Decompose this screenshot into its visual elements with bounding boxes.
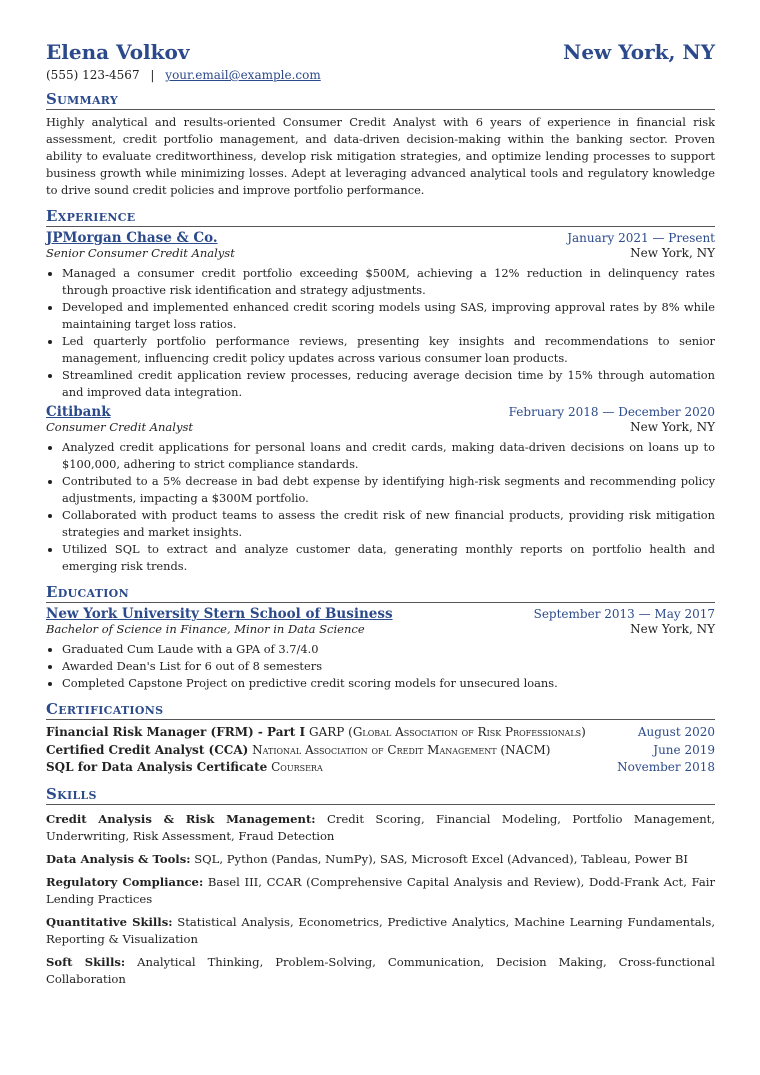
education-entry bbox=[46, 606, 715, 692]
certification-row bbox=[46, 759, 715, 777]
skill-text: Statistical Analysis, Econometrics, Predictive Analytics, Machine Learning Fundamentals, Reporting & Visualization bbox=[46, 914, 716, 946]
resume-page bbox=[46, 40, 715, 988]
list-item: • Led quarterly portfolio performance reviews, presenting key insights and recommendations to senior management, influencing credit policy updates across various consumer loan products. bbox=[62, 333, 715, 367]
skill-line bbox=[46, 851, 715, 868]
skill-line bbox=[46, 914, 715, 948]
certification-issuer: Coursera bbox=[271, 760, 323, 774]
list-item: • Contributed to a 5% decrease in bad debt expense by identifying high-risk segments and recommending policy adjustments, impacting a $300M portfolio. bbox=[62, 473, 715, 507]
certification-date: August 2020 bbox=[637, 725, 715, 739]
job-location: New York, NY bbox=[630, 246, 715, 260]
resume-header bbox=[46, 40, 715, 64]
school-location: New York, NY bbox=[630, 622, 715, 636]
section-title-experience: Experience bbox=[46, 207, 715, 227]
school-name[interactable]: New York University Stern School of Business bbox=[46, 606, 393, 622]
experience-entry bbox=[46, 404, 715, 575]
education-dates: September 2013 — May 2017 bbox=[533, 607, 715, 621]
company-name[interactable]: JPMorgan Chase & Co. bbox=[46, 230, 218, 246]
candidate-location: New York, NY bbox=[563, 40, 715, 64]
certification-name: Certified Credit Analyst (CCA) bbox=[46, 742, 249, 757]
certification-date: June 2019 bbox=[653, 742, 715, 757]
summary-text: Highly analytical and results-oriented Consumer Credit Analyst with 6 years of experience in financial risk assessment, credit portfolio management, and data-driven decision-making within the banking sector. Proven ability to evaluate creditworthiness, develop risk mitigation strategies, and optimize lending processes to support business growth while minimizing losses. Adept at leveraging advanced analytical tools and regulatory knowledge to drive sound credit policies and improve portfolio performance. bbox=[46, 115, 715, 197]
education-bullets bbox=[46, 641, 715, 692]
certification-issuer: National Association of Credit Management (NACM) bbox=[252, 742, 551, 757]
list-item: • Completed Capstone Project on predictive credit scoring models for unsecured loans. bbox=[62, 675, 715, 692]
skill-text: SQL, Python (Pandas, NumPy), SAS, Microsoft Excel (Advanced), Tableau, Power BI bbox=[194, 851, 688, 866]
skill-line bbox=[46, 811, 715, 845]
section-title-summary: Summary bbox=[46, 90, 715, 110]
employment-dates: January 2021 — Present bbox=[567, 231, 715, 245]
skill-text: Credit Scoring, Financial Modeling, Portfolio Management, Underwriting, Risk Assessment, Fraud Detection bbox=[46, 811, 716, 843]
skill-label: Soft Skills: bbox=[46, 954, 126, 969]
degree: Bachelor of Science in Finance, Minor in Data Science bbox=[46, 622, 365, 636]
skill-label: Quantitative Skills: bbox=[46, 914, 173, 929]
employment-dates: February 2018 — December 2020 bbox=[508, 405, 715, 419]
skill-text: Analytical Thinking, Problem-Solving, Communication, Decision Making, Cross-functional Collaboration bbox=[46, 954, 715, 986]
certification-row bbox=[46, 742, 715, 760]
experience-bullets bbox=[46, 439, 715, 575]
section-title-certifications: Certifications bbox=[46, 700, 715, 720]
list-item: • Developed and implemented enhanced credit scoring models using SAS, improving approval rates by 8% while maintaining target loss ratios. bbox=[62, 299, 715, 333]
certification-date: November 2018 bbox=[617, 760, 715, 774]
job-title: Consumer Credit Analyst bbox=[46, 420, 193, 434]
phone-number: (555) 123-4567 bbox=[46, 68, 140, 82]
certification-row bbox=[46, 724, 715, 742]
list-item: • Streamlined credit application review processes, reducing average decision time by 15% through automation and improved data integration. bbox=[62, 367, 715, 401]
list-item: • Graduated Cum Laude with a GPA of 3.7/4.0 bbox=[62, 641, 715, 658]
company-name[interactable]: Citibank bbox=[46, 404, 111, 420]
contact-line bbox=[46, 68, 715, 82]
list-item: • Collaborated with product teams to assess the credit risk of new financial products, providing risk mitigation strategies and market insights. bbox=[62, 507, 715, 541]
certification-issuer: GARP (Global Association of Risk Professionals) bbox=[308, 725, 586, 739]
list-item: • Utilized SQL to extract and analyze customer data, generating monthly reports on portfolio health and emerging risk trends. bbox=[62, 541, 715, 575]
contact-separator: | bbox=[150, 68, 155, 82]
candidate-name: Elena Volkov bbox=[46, 40, 190, 64]
skill-line bbox=[46, 954, 715, 988]
section-title-skills: Skills bbox=[46, 785, 715, 805]
list-item: • Managed a consumer credit portfolio exceeding $500M, achieving a 12% reduction in delinquency rates through proactive risk identification and strategy adjustments. bbox=[62, 265, 715, 299]
job-title: Senior Consumer Credit Analyst bbox=[46, 246, 235, 260]
skill-line bbox=[46, 874, 715, 908]
job-location: New York, NY bbox=[630, 420, 715, 434]
skill-label: Regulatory Compliance: bbox=[46, 874, 204, 889]
skill-label: Data Analysis & Tools: bbox=[46, 851, 191, 866]
email-link[interactable]: your.email@example.com bbox=[165, 68, 321, 82]
skill-text: Basel III, CCAR (Comprehensive Capital Analysis and Review), Dodd-Frank Act, Fair Lending Practices bbox=[46, 874, 715, 906]
experience-bullets bbox=[46, 265, 715, 401]
certification-name: SQL for Data Analysis Certificate bbox=[46, 760, 268, 774]
list-item: • Awarded Dean's List for 6 out of 8 semesters bbox=[62, 658, 715, 675]
experience-entry bbox=[46, 230, 715, 401]
list-item: • Analyzed credit applications for personal loans and credit cards, making data-driven decisions on loans up to $100,000, adhering to strict compliance standards. bbox=[62, 439, 715, 473]
skill-label: Credit Analysis & Risk Management: bbox=[46, 811, 316, 826]
certifications-list bbox=[46, 724, 715, 777]
certification-name: Financial Risk Manager (FRM) - Part I bbox=[46, 725, 306, 739]
section-title-education: Education bbox=[46, 583, 715, 603]
